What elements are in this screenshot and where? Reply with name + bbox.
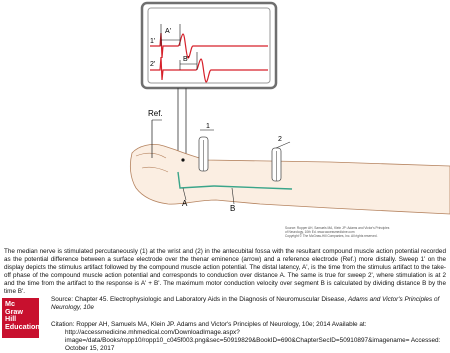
- citation-suffix: ; 2014 Available at:: [312, 321, 367, 328]
- recording-electrode-dot: [181, 158, 184, 161]
- sweep-2-label: 2': [150, 61, 156, 68]
- b-prime-label: B': [183, 56, 190, 63]
- oscilloscope-display: [142, 3, 276, 88]
- ref-label: Ref.: [148, 109, 163, 118]
- electrode-1-label: 1: [206, 123, 210, 130]
- sweep-1-label: 1': [150, 38, 156, 45]
- mcgraw-hill-education-logo: Mc Graw Hill Education: [2, 298, 39, 338]
- citation: [51, 321, 447, 353]
- source-line: [51, 296, 447, 312]
- figure-caption: The median nerve is stimulated percutaneously (1) at the wrist and (2) in the antecubital fossa with the resultant compound muscle action potential recorded as the potential difference between a surface electrode over the thenar eminence (arrow) and a reference electrode (Ref.) more distally. Sweep 1' on the display depicts the stimulus artifact followed by the compound muscle action potential. The distal latency, A', is the time from the stimulus artifact to the take-off phase of the compound muscle action potential and corresponds to conduction over distance A. The same is true for sweep 2', where stimulation is at 2 and the time from the artifact to the response is A' + B'. The maximum motor conduction velocity over segment B is calculated by dividing distance B by the time B'.: [4, 248, 446, 295]
- arm-illustration: [130, 144, 450, 214]
- citation-prefix: Citation: Ropper AH, Samuels MA, Klein JP.: [51, 321, 177, 328]
- figure-source-line: Copyright © The McGraw-Hill Companies, Inc. All rights reserved.: [285, 234, 378, 238]
- source-book-title: Adams and Victor's Principles of Neurology, 10e: [51, 296, 440, 311]
- figure-source-line: of Neurology, 10th Ed. www.accessmedicine.com: [285, 230, 355, 234]
- electrode-2-label: 2: [278, 136, 282, 143]
- source-prefix: Source: Chapter 45. Electrophysiologic and Laboratory Aids in the Diagnosis of Neuromuscular Disease,: [51, 296, 348, 303]
- a-prime-label: A': [165, 28, 172, 35]
- citation-url[interactable]: http://accessmedicine.mhmedical.com/DownloadImage.aspx?image=/data/Books/ropp10/ropp10_c045f003.png&sec=50919829&BookID=690&ChapterSecID=50910897&imagename= Accessed: October 15, 2017: [65, 328, 441, 352]
- citation-book-title: Adams and Victor's Principles of Neurology, 10e: [176, 321, 313, 328]
- figure-source-line: Source: Ropper AH, Samuels MA, Klein JP: Adams and Victor's Principles: [285, 226, 390, 230]
- segment-b-label: B: [230, 204, 236, 213]
- segment-a-label: A: [182, 199, 188, 208]
- lead-wires: [178, 88, 186, 158]
- figure-source-credit: [285, 226, 435, 238]
